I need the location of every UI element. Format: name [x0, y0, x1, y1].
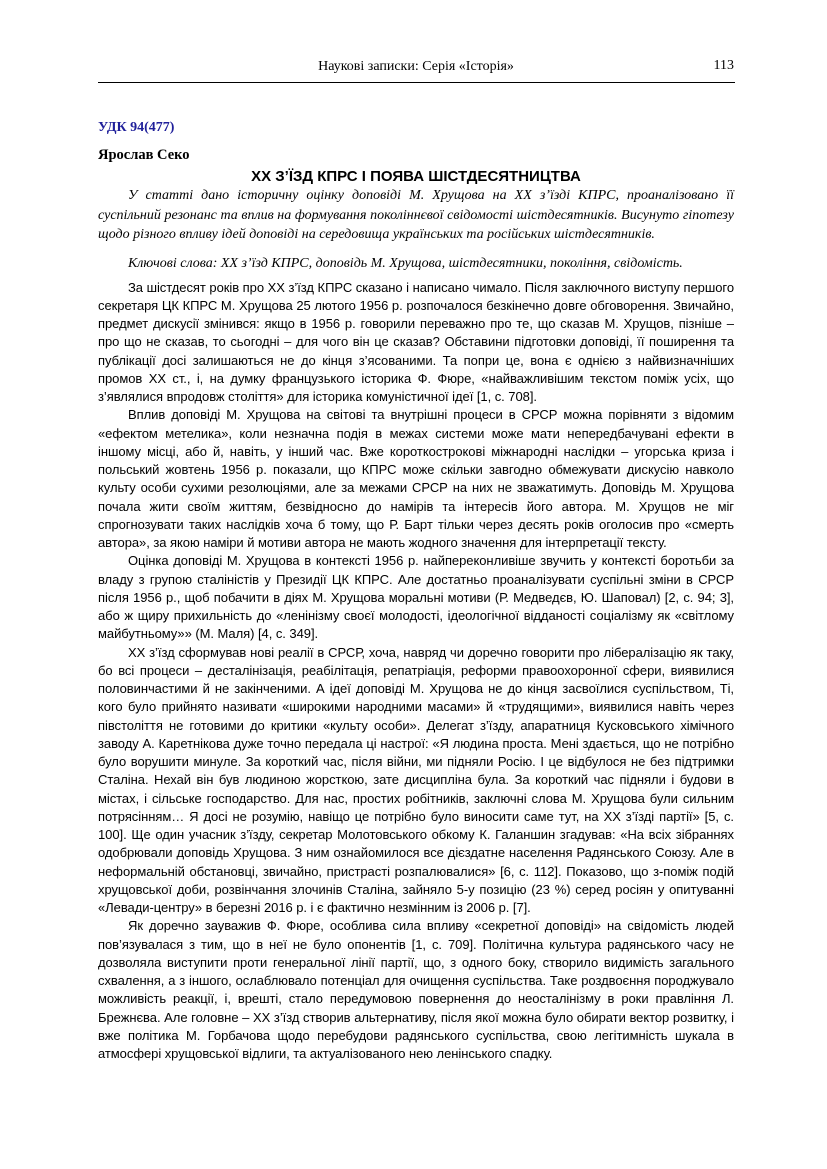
running-title: Наукові записки: Серія «Історія»	[318, 59, 514, 74]
article-title: ХХ З’ЇЗД КПРС І ПОЯВА ШІСТДЕСЯТНИЦТВА	[251, 168, 581, 185]
udc-code: УДК 94(477)	[98, 120, 175, 135]
running-header	[98, 58, 734, 78]
paragraph: Як доречно зауважив Ф. Фюре, особлива сила впливу «секретної доповіді» на свідомість людей пов’язувалася з тим, що в неї не було опонентів [1, с. 709]. Політична культура радянського часу не дозволяла виступити проти генеральної лінії партії, що, з одного боку, створило видимість загального схвалення, а з іншого, ослаблювало потенціал для очищення суспільства. Таке роздвоєння породжувало можливість реакції, і, врешті, стало передумовою повернення до неосталінізму в роки правління Л. Брежнєва. Але головне – ХХ з’їзд створив альтернативу, після якої можна було обирати вектор розвитку, і вже політика М. Горбачова щодо перебудови радянського суспільства, свою легітимність шукала в атмосфері хрущовської відлиги, та актуалізованого нею ленінського спадку.	[98, 918, 734, 1061]
paragraph: ХХ з’їзд сформував нові реалії в СРСР, хоча, навряд чи доречно говорити про лібералізацію як таку, бо всі процеси – десталінізація, реабілітація, репатріація, реформи правоохоронної сфери, виявилися половинчастими й не закінченими. А ідеї доповіді М. Хрущова не до кінця засвоїлися суспільством, Ті, кого було прийнято називати «широкими народними масами» й «трудящими», виявилися навіть через півстоліття не готовими до критики «культу особи». Делегат з’їзду, апаратниця Кусковського хімічного заводу А. Каретнікова дуже точно передала ці настрої: «Я людина проста. Мені здається, що не потрібно було ворушити минуле. За короткий час, після війни, ми підняли Росію. І це відбулося не без підтримки Сталіна. Нехай він був людиною жорсткою, зате дисципліна була. За короткий час підняли і будови в містах, і сільське господарство. Для нас, простих робітників, заключні слова М. Хрущова були сильним потрясінням… Я досі не розумію, навіщо це потрібно було виносити саме тут, на ХХ з’їзді партії» [5, с. 100]. Ще один учасник з’їзду, секретар Молотовського обкому К. Галаншин згадував: «На всіх зібраннях одобрювали доповідь Хрущова. З ним ознайомилося все дієздатне населення Радянського Союзу. Але в неформальній обстановці, звичайно, пристрасті розпалювалися» [6, с. 112]. Показово, що з-поміж подій хрущовської доби, розвінчання злочинів Сталіна, зайняло 5-у позицію (23 %) серед росіян у опитуванні «Левади-центру» в березні 2016 р. і є фактично незмінним із 2006 р. [7].	[98, 644, 734, 915]
keywords: Ключові слова: ХХ з’їзд КПРС, доповідь М. Хрущова, шістдесятники, покоління, свідомість.	[128, 255, 683, 271]
paragraph: За шістдесят років про ХХ з’їзд КПРС сказано і написано чимало. Після заключного виступу першого секретаря ЦК КПРС М. Хрущова 25 лютого 1956 р. розпочалося безкінечно довге обговорення. Звичайно, предмет дискусії змінився: якщо в 1956 р. говорили переважно про те, що сказав М. Хрущов, пізніше – про що не сказав, то сьогодні – для чого він це сказав? Обставини підготовки доповіді, її поширення та публікації досі залишаються не до кінця з’ясованими. Та попри це, вона є однією з найвизначніших промов ХХ ст., і, на думку французького історика Ф. Фюре, «найважливішим текстом поміж усіх, що з’являлися впродовж століття» для історика комуністичної ідеї [1, с. 708].	[98, 279, 734, 404]
paragraph: Вплив доповіді М. Хрущова на світові та внутрішні процеси в СРСР можна порівняти з відомим «ефектом метелика», коли незначна подія в межах системи може мати непередбачувані ефекти в іншому місці, або й, навіть, у інший час. Вже короткострокові міжнародні наслідки – угорська криза і польський жовтень 1956 р. показали, що КПРС може скільки завгодно обмежувати дискусію навколо культу особи сухими резолюціями, але за межами СРСР на них не зважатимуть. Доповідь М. Хрущова почала жити своїм життям, безвідносно до намірів та інтересів його автора. М. Хрущов не міг спрогнозувати таких наслідків хоча б тому, що Р. Барт тільки через десять років оголосив про «смерть автора», за якою наміри й мотиви автора не мають жодного значення для інтерпретації тексту.	[98, 407, 734, 550]
author-name: Ярослав Секо	[98, 147, 190, 163]
header-rule	[98, 82, 735, 83]
paragraph: Оцінка доповіді М. Хрущова в контексті 1956 р. найпереконливіше звучить у контексті боротьби за владу з групою сталіністів у Президії ЦК КПРС. Але достатньо проаналізувати суспільні зміни в СРСР після 1956 р., щоб побачити в діях М. Хрущова моральні мотиви (Р. Медведєв, Ю. Шаповал) [2, с. 94; 3], або ж щиру прихильність до «ленінізму своєї молодості, ідеологічної відданості соціалізму як «світлому майбутньому»» (М. Маля) [4, с. 349].	[98, 553, 734, 642]
page-number: 113	[713, 58, 734, 73]
article-body	[98, 186, 734, 1063]
abstract: У статті дано історичну оцінку доповіді М. Хрущова на ХХ з’їзді КПРС, проаналізовано її суспільний резонанс та вплив на формування поколіннєвої свідомості шістдесятників. Висунуто гіпотезу щодо різного впливу ідей доповіді на середовища українських та російських шістдесятників.	[98, 188, 734, 242]
